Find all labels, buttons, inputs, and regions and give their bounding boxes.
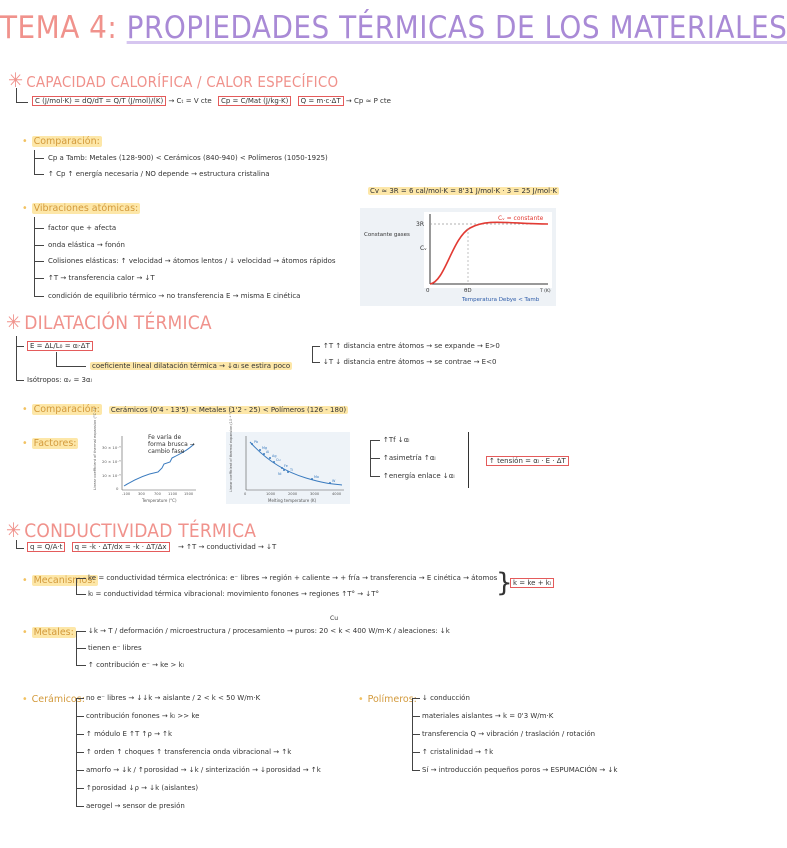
vib-item-4: ↑T → transferencia calor → ↓T [48, 274, 155, 282]
svg-text:1500: 1500 [184, 492, 194, 496]
cv-formula: Cv ≈ 3R = 6 cal/mol·K = 8'31 J/mol·K · 3 = 25 J/mol·K [370, 187, 557, 195]
label-factores: • Factores: [22, 438, 77, 449]
g2-xlabel: Melting temperature (K) [268, 498, 317, 503]
debye-label-theta: θD [464, 288, 472, 294]
svg-text:Ag: Ag [272, 454, 277, 458]
dilat-formula: E = ΔL/L₀ = αₗ·ΔT [27, 341, 93, 351]
dilat-coef: coeficiente lineal dilatación térmica → ↓αₗ se estira poco [92, 362, 291, 370]
svg-text:4000: 4000 [332, 492, 342, 496]
g2-ylabel: Linear coefficient of thermal expansion (10⁻⁶ °C⁻¹) [229, 406, 233, 492]
met-item-2: tienen e⁻ libres [88, 644, 142, 652]
dilat-comp-values: Cerámicos (0'4 - 13'5) < Metales (1'2 - 25) < Polímeros (126 - 180) [110, 406, 347, 414]
mec-electronica: ke = conductividad térmica electrónica: e⁻ libres → región + caliente → + fría → transferencia → E cinética → átomos [88, 574, 498, 582]
tension-formula: ↑ tensión = αₗ · E · ΔT [486, 456, 569, 466]
svg-text:1100: 1100 [168, 492, 178, 496]
cer-item-5: amorfo → ↓k / ↑porosidad → ↓k / sinterización → ↓porosidad → ↑k [86, 766, 321, 774]
k-total: k = ke + kₗ [510, 578, 554, 588]
formula-row [32, 96, 391, 106]
label-metales: • Metales: [22, 627, 74, 638]
dilat-expande: ↑T ↑ distancia entre átomos → se expande → E>0 [323, 342, 500, 350]
comp-cp-energy: ↑ Cp ↑ energía necesaria / NO depende → estructura cristalina [48, 170, 270, 178]
svg-text:2000: 2000 [288, 492, 298, 496]
factor-asimetria: ↑asimetría ↑αₗ [383, 454, 436, 462]
mec-vibracional: kₗ = conductividad térmica vibracional: movimiento fonones → regiones ↑T° → ↓T° [88, 590, 380, 598]
debye-caption: Temperatura Debye < Tamb [462, 297, 540, 303]
pol-item-5: Sí → introducción pequeños poros → ESPUMACIÓN → ↓k [422, 766, 618, 774]
svg-text:0: 0 [116, 486, 119, 491]
debye-label-3r: 3R [416, 221, 424, 228]
formula-q: Q = m·c·ΔT [298, 96, 344, 106]
svg-text:Al: Al [266, 450, 270, 454]
svg-text:0: 0 [244, 492, 247, 496]
svg-text:20 × 10⁻⁶: 20 × 10⁻⁶ [102, 459, 121, 464]
debye-label-cv: Cᵥ [420, 245, 427, 252]
dilat-isotropos: Isótropos: αᵥ = 3αₗ [27, 376, 92, 384]
title-part2: PROPIEDADES TÉRMICAS DE LOS MATERIALES [126, 10, 787, 46]
dilat-contrae: ↓T ↓ distancia entre átomos → se contrae → E<0 [323, 358, 497, 366]
svg-text:Fe: Fe [284, 464, 288, 468]
cer-item-2: contribución fonones → kₗ >> ke [86, 712, 200, 720]
debye-label-gases: Constante gases [364, 232, 410, 238]
vib-item-5: condición de equilibrio térmico → no transferencia E → misma E cinética [48, 292, 301, 300]
section-heading-dilatacion: ✳ DILATACIÓN TÉRMICA [6, 310, 212, 334]
label-ceramicos: • Cerámicos: [22, 694, 85, 705]
svg-text:1000: 1000 [266, 492, 276, 496]
pol-item-2: materiales aislantes → k = 0'3 W/m·K [422, 712, 554, 720]
met-item-1: ↓k → T / deformación / microestructura / procesamiento → puros: 20 < k < 400 W/m·K / aleaciones: ↓k [88, 627, 450, 635]
svg-text:Cu: Cu [276, 458, 281, 462]
met-item-3: ↑ contribución e⁻ → ke > kₗ [88, 661, 184, 669]
section-heading-capacidad: ✳ CAPACIDAD CALORÍFICA / CALOR ESPECÍFICO [8, 68, 339, 92]
page-title [0, 6, 787, 50]
svg-text:300: 300 [138, 492, 145, 496]
formula-c: C (J/mol·K) = dQ/dT = Q/T (J/mol)/(K) [32, 96, 166, 106]
label-comparacion-2: • Comparación: Cerámicos (0'4 - 13'5) < Metales (1'2 - 25) < Polímeros (126 - 180) [22, 404, 347, 415]
factor-enlace: ↑energía enlace ↓αₗ [383, 472, 455, 480]
svg-text:Mo: Mo [314, 475, 319, 479]
met-cu-label: Cu [330, 615, 338, 622]
cond-formulas: q = Q/A·t q = -k · ΔT/dx = -k · ΔT/Δx [27, 542, 170, 552]
svg-text:Ni: Ni [278, 472, 282, 476]
debye-label-0: 0 [426, 288, 430, 294]
svg-text:3000: 3000 [310, 492, 320, 496]
brace-icon: } [496, 568, 513, 598]
debye-label-t: T (K) [540, 289, 551, 294]
pol-item-4: ↑ cristalinidad → ↑k [422, 748, 494, 756]
label-vibraciones: • Vibraciones atómicas: [22, 203, 139, 214]
cer-item-6: ↑porosidad ↓ρ → ↓k (aislantes) [86, 784, 199, 792]
label-comparacion-1: • Comparación: [22, 136, 100, 147]
cer-item-7: aerogel → sensor de presión [86, 802, 185, 810]
debye-label-const: Cᵥ = constante [498, 215, 544, 222]
asterisk-icon: ✳ [6, 310, 22, 334]
cer-item-3: ↑ módulo E ↑T ↑ρ → ↑k [86, 730, 173, 738]
svg-text:10 × 10⁻⁶: 10 × 10⁻⁶ [102, 473, 121, 478]
svg-text:Ti: Ti [290, 468, 293, 472]
svg-text:Mg: Mg [262, 446, 268, 450]
formula-cp: Cp = C/Mat (J/kg·K) [218, 96, 291, 106]
label-mecanismos: • Mecanismos: [22, 575, 96, 586]
vib-item-1: factor que + afecta [48, 224, 117, 232]
factor-tf: ↑Tf ↓αₗ [383, 436, 410, 444]
formula-cp-p: → Cp ≈ P cte [345, 97, 391, 105]
debye-graph [360, 208, 556, 306]
vib-item-2: onda elástica → fonón [48, 241, 125, 249]
g1-xlabel: Temperature (°C) [142, 498, 177, 503]
cer-item-1: no e⁻ libres → ↓↓k → aislante / 2 < k < 50 W/m·K [86, 694, 261, 702]
asterisk-icon: ✳ [8, 68, 24, 92]
pol-item-3: transferencia Q → vibración / traslación / rotación [422, 730, 596, 738]
asterisk-icon: ✳ [6, 518, 22, 542]
cond-arrow: → ↑T → conductividad → ↓T [178, 543, 277, 551]
cer-item-4: ↑ orden ↑ choques ↑ transferencia onda vibracional → ↑k [86, 748, 292, 756]
svg-text:Pb: Pb [254, 440, 259, 444]
svg-text:700: 700 [154, 492, 161, 496]
label-polimeros: • Polímeros: [358, 694, 417, 705]
svg-text:W: W [332, 479, 336, 483]
section-heading-conductividad: ✳ CONDUCTIVIDAD TÉRMICA [6, 518, 257, 542]
comp-cp-values: Cp a Tamb: Metales (128-900) < Cerámicos (840-940) < Polímeros (1050-1925) [48, 154, 328, 162]
svg-text:-100: -100 [122, 492, 131, 496]
fe-note: Fe varía de forma brusca → cambio fase [148, 434, 195, 455]
vib-item-3: Colisiones elásticas: ↑ velocidad → átomos lentos / ↓ velocidad → átomos rápidos [48, 257, 336, 265]
g1-ylabel: Linear coefficient of thermal expansion (°C⁻¹) [93, 408, 97, 490]
pol-item-1: ↓ conducción [422, 694, 470, 702]
formula-cv: → Cₜ = V cte [168, 97, 212, 105]
title-part1: TEMA 4: [0, 10, 118, 46]
svg-text:30 × 10⁻⁶: 30 × 10⁻⁶ [102, 445, 121, 450]
